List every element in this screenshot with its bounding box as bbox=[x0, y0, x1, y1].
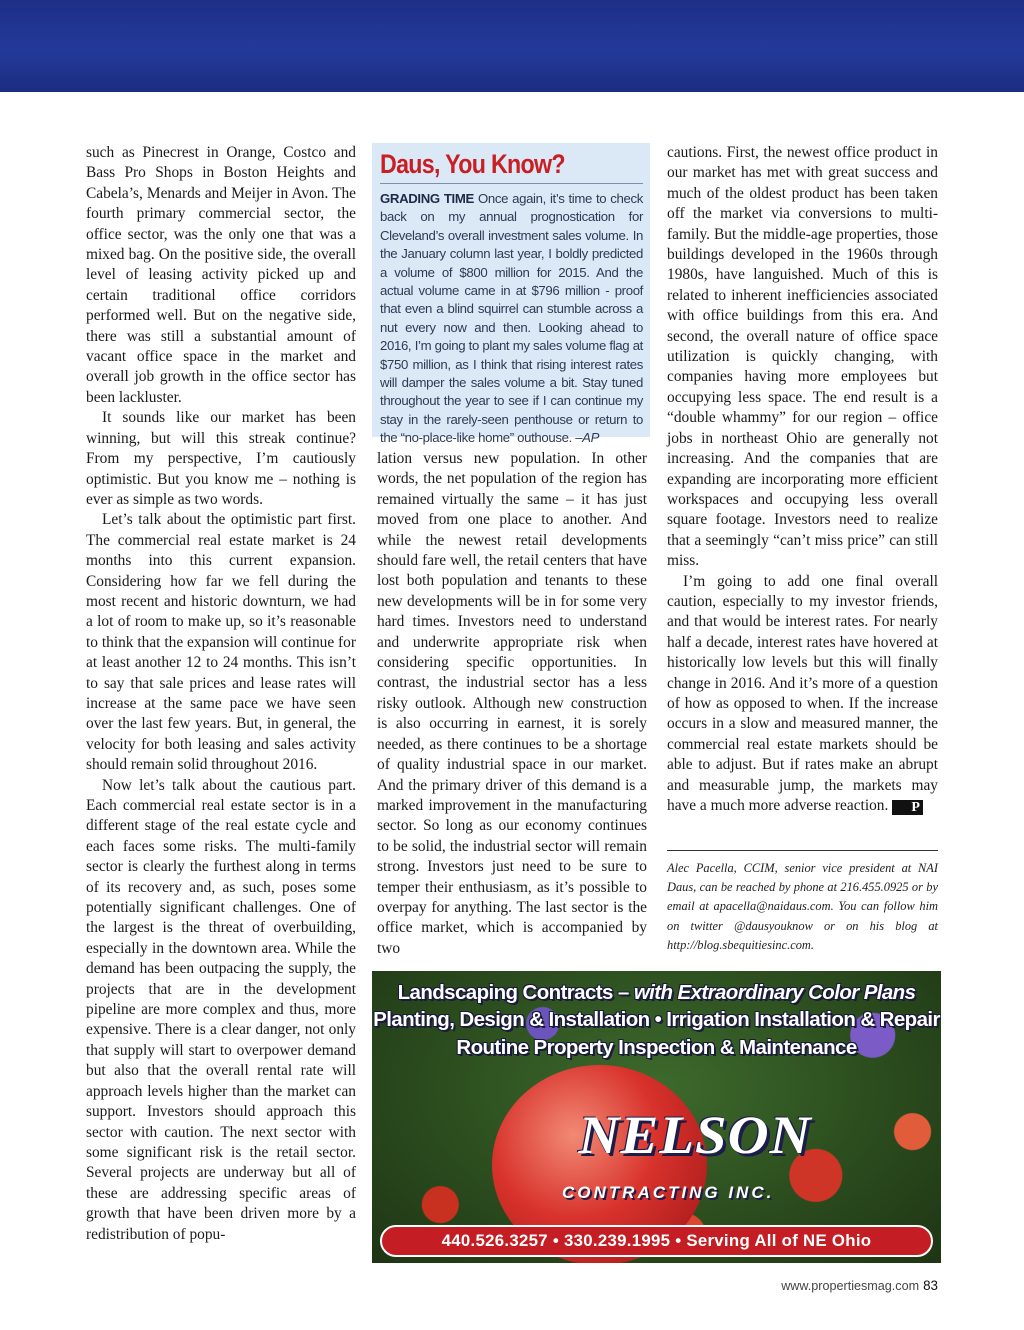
paragraph: lation versus new population. In other words, the net population of the region has remained virtually the same – it has just moved from one place to another. And while the newest retail developments should fare well, the retail centers that have lost both population and tenants to these new developments will be in for some very hard times. Investors need to understand and underwrite appropriate risk when considering specific opportunities. In contrast, the industrial sector has a less risky outlook. Although new construction is also occurring in earnest, it is sorely needed, as there continues to be a shortage of quality industrial space in our market. And the primary driver of this demand is a marked improvement in the manufacturing sector. So long as our economy continues to be solid, the industrial sector will remain strong. Investors just need to be sure to temper their enthusiasm, as it’s possible to overpay for anything. The last sector is the office market, which is accompanied by two bbox=[377, 450, 647, 957]
article-column-2 bbox=[377, 449, 647, 959]
sidebar-title: Daus, You Know? bbox=[380, 149, 565, 179]
header-band bbox=[0, 0, 1024, 92]
page-number: 83 bbox=[923, 1278, 938, 1293]
paragraph: cautions. First, the newest office product in our market has met with great success and much of the oldest product has been taken off the market via conversions to multi-family. But the middle-age properties, those buildings developed in the 1960s through 1980s, have languished. Much of this is related to inherent inefficiencies associated with office buildings from this era. And second, the overall nature of office space utilization is quickly changing, with companies having more employees but occupying less space. The end result is a “double whammy” for our region – office jobs in northeast Ohio are generally not increasing. And the companies that are expanding are incorporating more efficient workspaces and occupying less overall square footage. Investors need to realize that a seemingly “can’t miss price” can still miss. bbox=[667, 144, 938, 570]
end-mark-icon: P bbox=[892, 800, 923, 815]
ad-headline bbox=[372, 981, 941, 1005]
paragraph: Now let’s talk about the cautious part. Each commercial real estate sector is in a different stage of the real estate cycle and each faces some risks. The multi-family sector is clearly the furthest along in terms of its recovery and, as such, poses some potentially significant challenges. One of the largest is the threat of overbuilding, especially in the downtown area. While the demand has been outpacing the supply, the projects that are in the development pipeline are more complex and thus, more expensive. There is a clear danger, not only that supply will start to overpower demand but also that the overall rental rate will approach levels higher than the market can support. Investors should approach this sector with caution. The next sector with some significant risk is the retail sector. Several projects are underway but all of these are addressing specific areas of growth that have been driven more by a redistribution of popu- bbox=[86, 776, 356, 1243]
article-column-3 bbox=[667, 143, 938, 816]
footer-url[interactable]: www.propertiesmag.com bbox=[781, 1279, 920, 1293]
sidebar-divider bbox=[380, 183, 643, 184]
sidebar-box bbox=[372, 143, 650, 446]
paragraph: It sounds like our market has been winning, but will this streak continue? From my perspective, I’m cautiously optimistic. But you know me – nothing is ever as simple as two words. bbox=[86, 409, 356, 508]
ad-logo-subtitle: CONTRACTING INC. bbox=[562, 1183, 775, 1202]
ad-headline-b: with Extraordinary Color Plans bbox=[633, 981, 916, 1004]
sidebar-body bbox=[380, 190, 643, 448]
ad-logo-wordmark: NELSON bbox=[578, 1105, 812, 1165]
sidebar-text: Once again, it’s time to check back on my annual prognostication for Cleveland’s overall investment sales volume. In the January column last year, I boldly predicted a volume of $800 million for 2015. And the actual volume came in at $796 million - proof that even a blind squirrel can stumble across a nut every now and then. Looking ahead to 2016, I’m going to plant my sales volume flag at $750 million, as I think that rising interest rates will damper the sales volume a bit. Stay tuned throughout the year to see if I can continue my stay in the rarely-seen penthouse or return to the “no-place-like home” outhouse. bbox=[380, 191, 643, 446]
article-column-1 bbox=[86, 143, 356, 1245]
page-footer bbox=[781, 1278, 938, 1293]
paragraph: such as Pinecrest in Orange, Costco and Bass Pro Shops in Boston Heights and Cabela’s, Menards and Meijer in Avon. The fourth primary commercial sector, the office sector, was the only one that was a mixed bag. On the positive side, the overall level of leasing activity picked up and certain traditional office corridors performed well. But on the negative side, there was still a substantial amount of vacant office space in the market and overall job growth in the office sector has been lackluster. bbox=[86, 144, 356, 406]
advertisement[interactable] bbox=[372, 971, 941, 1263]
ad-maintenance-line: Routine Property Inspection & Maintenance bbox=[456, 1036, 857, 1059]
paragraph-last bbox=[667, 572, 938, 817]
ad-contact-bar: 440.526.3257 • 330.239.1995 • Serving All of NE Ohio bbox=[380, 1225, 933, 1257]
sidebar-heading: GRADING TIME bbox=[380, 191, 474, 206]
ad-headline-a: Landscaping Contracts – bbox=[397, 981, 634, 1004]
paragraph-text: I’m going to add one final overall caution, especially to my investor friends, and that would be interest rates. For nearly half a decade, interest rates have hovered at historically low levels but this will finally change in 2016. And it’s more of a question of how as opposed to when. If the increase occurs in a slow and measured manner, the commercial real estate markets should be able to adjust. But if rates make an abrupt and measurable jump, the markets may have a much more adverse reaction. bbox=[667, 572, 938, 814]
byline-divider bbox=[667, 850, 938, 851]
author-byline: Alec Pacella, CCIM, senior vice president at NAI Daus, can be reached by phone at 216.455.0925 or by email at apacella@naidaus.com. You can follow him on twitter @dausyouknow or on his blog at http://blog.sbequitiesinc.com. bbox=[667, 861, 938, 952]
ad-services-line: Planting, Design & Installation • Irrigation Installation & Repair bbox=[373, 1008, 940, 1031]
sidebar-signature: –AP bbox=[575, 430, 600, 446]
paragraph: Let’s talk about the optimistic part first. The commercial real estate market is 24 months into this current expansion. Considering how far we fell during the most recent and historic downturn, we had a lot of room to make up, so it’s reasonable to think that the expansion will continue for at least another 12 to 24 months. This isn’t to say that sale prices and lease rates will increase at the same pace we have seen over the last few years. But, in general, the velocity for both leasing and sales activity should remain solid throughout 2016. bbox=[86, 511, 356, 774]
